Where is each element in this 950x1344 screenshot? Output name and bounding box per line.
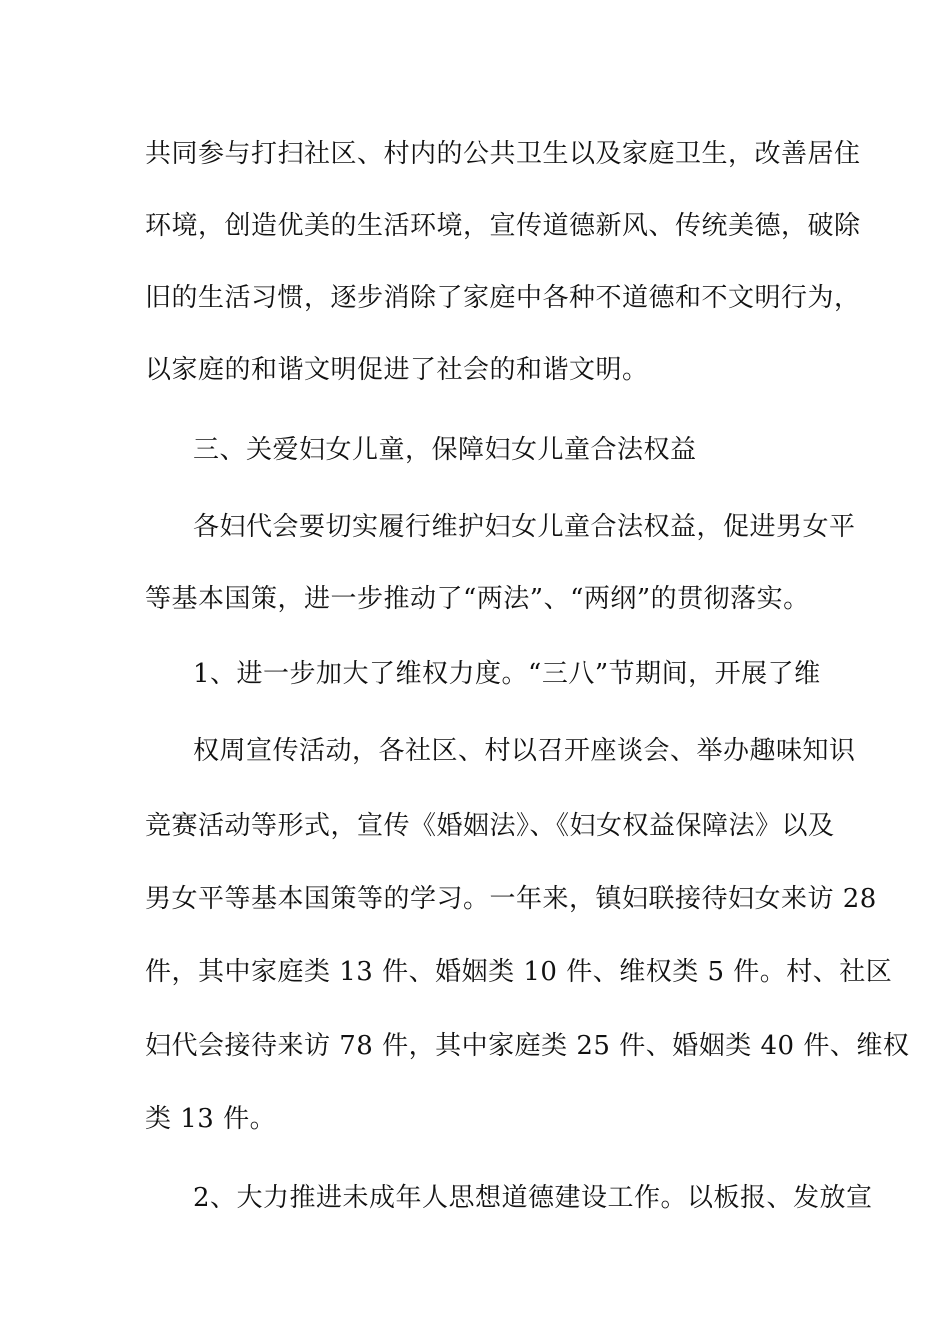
body-text-line: 件，其中家庭类 13 件、婚姻类 10 件、维权类 5 件。村、社区 (145, 957, 893, 987)
section-heading: 三、关爱妇女儿童，保障妇女儿童合法权益 (193, 435, 697, 465)
body-text-line: 等基本国策，进一步推动了“两法”、“两纲”的贯彻落实。 (145, 584, 810, 614)
body-text-line: 以家庭的和谐文明促进了社会的和谐文明。 (145, 355, 649, 385)
body-text-line: 环境，创造优美的生活环境，宣传道德新风、传统美德，破除 (145, 211, 861, 241)
body-text-line: 共同参与打扫社区、村内的公共卫生以及家庭卫生，改善居住 (145, 139, 861, 169)
body-text-line: 1、进一步加大了维权力度。“三八”节期间，开展了维 (193, 659, 821, 689)
body-text-line: 妇代会接待来访 78 件，其中家庭类 25 件、婚姻类 40 件、维权 (145, 1031, 910, 1061)
body-text-line: 类 13 件。 (145, 1104, 277, 1134)
body-text-line: 权周宣传活动，各社区、村以召开座谈会、举办趣味知识 (193, 736, 856, 766)
body-text-line: 各妇代会要切实履行维护妇女儿童合法权益，促进男女平 (193, 512, 856, 542)
body-text-line: 旧的生活习惯，逐步消除了家庭中各种不道德和不文明行为， (145, 283, 861, 313)
body-text-line: 2、大力推进未成年人思想道德建设工作。以板报、发放宣 (193, 1183, 873, 1213)
body-text-line: 竞赛活动等形式，宣传《婚姻法》、《妇女权益保障法》以及 (145, 811, 835, 841)
body-text-line: 男女平等基本国策等的学习。一年来，镇妇联接待妇女来访 28 (145, 884, 877, 914)
